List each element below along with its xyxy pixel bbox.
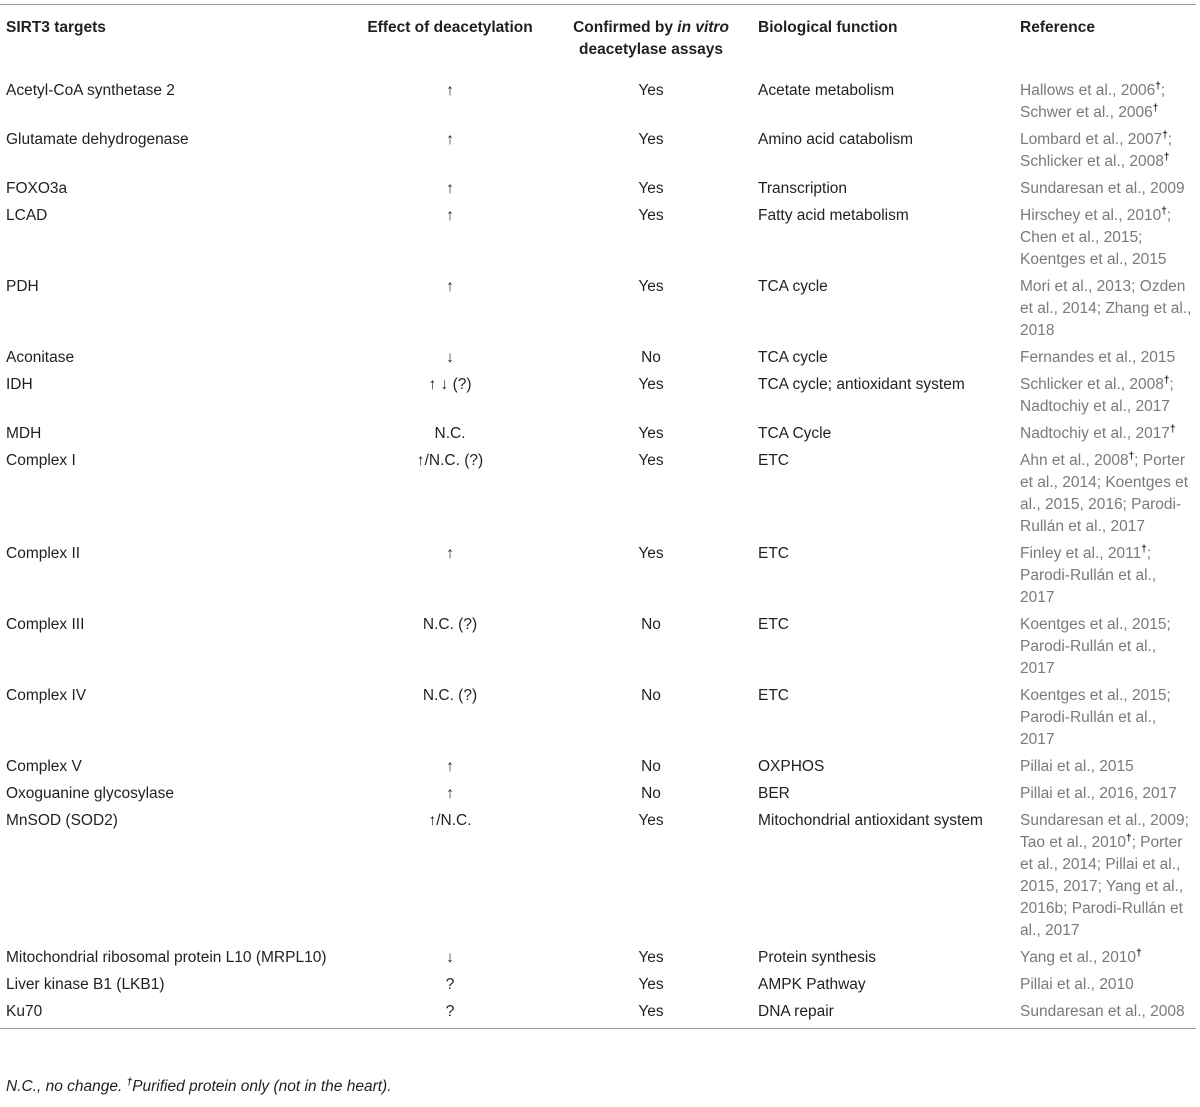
cell-function: ETC: [758, 545, 789, 562]
cell-confirmed: Yes: [638, 425, 664, 442]
cell-target: Complex IV: [6, 687, 87, 704]
cell-target: IDH: [6, 376, 33, 393]
reference-citation[interactable]: Ozden et al., 2014;: [1020, 278, 1186, 317]
cell-target: Acetyl-CoA synthetase 2: [6, 82, 175, 99]
cell-function: ETC: [758, 616, 789, 633]
cell-target: Complex II: [6, 545, 81, 562]
cell-reference: [1014, 810, 1196, 947]
header-confirmed-post: deacetylase assays: [579, 41, 723, 58]
reference-separator: ;: [1167, 131, 1173, 148]
cell-reference: [1014, 347, 1196, 374]
reference-citation[interactable]: Yang et al., 2016b;: [1020, 878, 1184, 917]
cell-target: MDH: [6, 425, 42, 442]
reference-citation[interactable]: Koentges et al., 2015, 2016; Parodi-Rullán et al., 2017: [1020, 474, 1189, 535]
cell-effect: ↑: [446, 180, 454, 197]
cell-reference: [1014, 947, 1196, 974]
cell-function: ETC: [758, 687, 789, 704]
header-confirmed-italic: in vitro: [677, 19, 729, 36]
cell-target: Liver kinase B1 (LKB1): [6, 976, 165, 993]
reference-separator: ;: [1166, 207, 1172, 224]
cell-function: DNA repair: [758, 1003, 834, 1020]
reference-citation[interactable]: Lombard et al., 2007: [1020, 131, 1163, 148]
table-body: [0, 71, 1196, 1028]
cell-function: Amino acid catabolism: [758, 131, 914, 148]
reference-citation[interactable]: Pillai et al., 2015, 2017;: [1020, 856, 1181, 895]
header-confirmed-pre: Confirmed by: [573, 19, 678, 36]
cell-confirmed: No: [641, 616, 661, 633]
cell-reference: [1014, 423, 1196, 450]
reference-citation[interactable]: Nadtochiy et al., 2017: [1020, 425, 1170, 442]
cell-function: Fatty acid metabolism: [758, 207, 909, 224]
cell-effect: N.C. (?): [422, 616, 478, 633]
cell-effect: ↑/N.C.: [428, 812, 472, 829]
cell-function: TCA cycle: [758, 349, 828, 366]
table-header-row: [0, 5, 1196, 71]
header-target: SIRT3 targets: [6, 19, 106, 36]
reference-citation[interactable]: Porter et al., 2014;: [1020, 834, 1183, 873]
cell-function: Acetate metabolism: [758, 82, 895, 99]
header-reference: Reference: [1020, 19, 1095, 36]
cell-effect: ?: [445, 976, 455, 993]
cell-function: OXPHOS: [758, 758, 825, 775]
cell-function: AMPK Pathway: [758, 976, 866, 993]
dagger-mark: †: [1126, 832, 1132, 844]
reference-separator: ;: [1169, 376, 1174, 393]
dagger-mark: †: [1141, 543, 1147, 555]
cell-function: Mitochondrial antioxidant system: [758, 812, 983, 829]
reference-separator: ;: [1146, 545, 1152, 562]
cell-reference: [1014, 614, 1196, 685]
table-row: [0, 71, 1196, 129]
dagger-mark: †: [1162, 129, 1168, 141]
reference-citation[interactable]: Sundaresan et al., 2008: [1020, 1003, 1185, 1020]
cell-effect: ↑: [446, 785, 454, 802]
cell-effect: ↑: [446, 82, 454, 99]
cell-confirmed: Yes: [638, 278, 664, 295]
reference-citation[interactable]: Hallows et al., 2006: [1020, 82, 1156, 99]
table-row: [0, 614, 1196, 685]
cell-target: Glutamate dehydrogenase: [6, 131, 189, 148]
cell-confirmed: No: [641, 785, 661, 802]
cell-confirmed: Yes: [638, 131, 664, 148]
table-row: [0, 1001, 1196, 1028]
cell-effect: ↑ ↓ (?): [428, 376, 472, 393]
cell-confirmed: No: [641, 349, 661, 366]
cell-target: MnSOD (SOD2): [6, 812, 118, 829]
cell-confirmed: Yes: [638, 812, 664, 829]
table-row: [0, 450, 1196, 543]
reference-citation[interactable]: Koentges et al., 2015;: [1020, 616, 1171, 633]
cell-reference: [1014, 974, 1196, 1001]
cell-target: Mitochondrial ribosomal protein L10 (MRPL10): [6, 949, 327, 966]
cell-confirmed: Yes: [638, 207, 664, 224]
sirt3-targets-table-container: [0, 4, 1196, 1029]
cell-function: BER: [758, 785, 790, 802]
cell-effect: ↑: [446, 207, 454, 224]
dagger-mark: †: [1163, 374, 1170, 386]
cell-function: ETC: [758, 452, 789, 469]
table-row: [0, 423, 1196, 450]
reference-citation[interactable]: Schlicker et al., 2008: [1020, 153, 1164, 170]
header-function: Biological function: [758, 19, 898, 36]
table-row: [0, 974, 1196, 1001]
reference-citation[interactable]: Schlicker et al., 2008: [1020, 376, 1164, 393]
cell-reference: [1014, 1001, 1196, 1028]
cell-reference: [1014, 276, 1196, 347]
cell-effect: N.C. (?): [422, 687, 478, 704]
cell-effect: ↑: [446, 545, 454, 562]
dagger-mark: †: [1155, 80, 1161, 92]
cell-target: LCAD: [6, 207, 48, 224]
cell-confirmed: Yes: [638, 949, 664, 966]
cell-effect: ?: [445, 1003, 455, 1020]
table-footnote: [6, 1076, 392, 1098]
cell-function: TCA cycle: [758, 278, 828, 295]
reference-citation[interactable]: Koentges et al., 2015;: [1020, 687, 1171, 704]
cell-target: Complex III: [6, 616, 85, 633]
table-row: [0, 810, 1196, 947]
cell-effect: ↑: [446, 758, 454, 775]
table-row: [0, 756, 1196, 783]
dagger-mark: †: [1136, 947, 1142, 959]
reference-citation[interactable]: Tao et al., 2010: [1020, 834, 1126, 851]
cell-effect: ↓: [446, 949, 454, 966]
cell-confirmed: Yes: [638, 376, 664, 393]
cell-reference: [1014, 205, 1196, 276]
cell-target: Aconitase: [6, 349, 75, 366]
footnote-part2: Purified protein only (not in the heart).: [132, 1078, 392, 1095]
cell-reference: [1014, 71, 1196, 129]
reference-citation[interactable]: Parodi-Rullán et al., 2017: [1020, 638, 1157, 677]
dagger-mark: †: [1128, 450, 1135, 462]
reference-citation[interactable]: Finley et al., 2011: [1020, 545, 1142, 562]
cell-confirmed: No: [641, 758, 661, 775]
cell-reference: [1014, 450, 1196, 543]
header-effect: Effect of deacetylation: [367, 19, 533, 36]
reference-citation[interactable]: Fernandes et al., 2015: [1020, 349, 1176, 366]
table-row: [0, 178, 1196, 205]
reference-separator: ;: [1134, 452, 1139, 469]
cell-target: Complex V: [6, 758, 82, 775]
cell-reference: [1014, 129, 1196, 178]
cell-confirmed: Yes: [638, 976, 664, 993]
cell-target: Ku70: [6, 1003, 43, 1020]
dagger-mark: †: [1161, 205, 1167, 217]
cell-function: Protein synthesis: [758, 949, 877, 966]
reference-citation[interactable]: Pillai et al., 2010: [1020, 976, 1134, 993]
cell-reference: [1014, 374, 1196, 423]
reference-citation[interactable]: Pillai et al., 2015: [1020, 758, 1134, 775]
dagger-mark: †: [1163, 151, 1170, 163]
reference-separator: ;: [1160, 82, 1166, 99]
cell-function: Transcription: [758, 180, 848, 197]
reference-citation[interactable]: Pillai et al., 2016, 2017: [1020, 785, 1177, 802]
cell-reference: [1014, 685, 1196, 756]
cell-effect: ↑: [446, 278, 454, 295]
table-row: [0, 543, 1196, 614]
cell-confirmed: Yes: [638, 545, 664, 562]
cell-confirmed: Yes: [638, 180, 664, 197]
cell-reference: [1014, 543, 1196, 614]
cell-effect: ↓: [446, 349, 454, 366]
reference-citation[interactable]: Sundaresan et al., 2009;: [1020, 812, 1189, 829]
table-row: [0, 276, 1196, 347]
cell-target: Oxoguanine glycosylase: [6, 785, 175, 802]
cell-effect: ↑/N.C. (?): [416, 452, 484, 469]
reference-citation[interactable]: Koentges et al., 2015: [1020, 251, 1167, 268]
header-confirmed: [550, 5, 752, 71]
reference-separator: ;: [1131, 834, 1136, 851]
reference-citation[interactable]: Chen et al., 2015;: [1020, 229, 1143, 246]
cell-confirmed: No: [641, 687, 661, 704]
table-row: [0, 783, 1196, 810]
dagger-mark: †: [1152, 102, 1159, 114]
table-row: [0, 685, 1196, 756]
table-bottom-rule: [0, 1028, 1196, 1029]
cell-effect: ↑: [446, 131, 454, 148]
cell-target: PDH: [6, 278, 39, 295]
cell-reference: [1014, 783, 1196, 810]
dagger-mark: †: [126, 1076, 133, 1088]
reference-citation[interactable]: Mori et al., 2013;: [1020, 278, 1136, 295]
cell-function: TCA cycle; antioxidant system: [758, 376, 965, 393]
reference-citation[interactable]: Parodi-Rullán et al., 2017: [1020, 709, 1157, 748]
table-row: [0, 947, 1196, 974]
reference-citation[interactable]: Porter et al., 2014;: [1020, 452, 1185, 491]
cell-target: FOXO3a: [6, 180, 68, 197]
cell-confirmed: Yes: [638, 82, 664, 99]
reference-citation[interactable]: Hirschey et al., 2010: [1020, 207, 1162, 224]
cell-reference: [1014, 756, 1196, 783]
reference-citation[interactable]: Parodi-Rullán et al., 2017: [1020, 567, 1157, 606]
reference-citation[interactable]: Sundaresan et al., 2009: [1020, 180, 1185, 197]
reference-citation[interactable]: Nadtochiy et al., 2017: [1020, 398, 1170, 415]
cell-confirmed: Yes: [638, 452, 664, 469]
table-row: [0, 129, 1196, 178]
cell-confirmed: Yes: [638, 1003, 664, 1020]
cell-function: TCA Cycle: [758, 425, 832, 442]
reference-citation[interactable]: Ahn et al., 2008: [1020, 452, 1129, 469]
cell-reference: [1014, 178, 1196, 205]
reference-citation[interactable]: Schwer et al., 2006: [1020, 104, 1153, 121]
cell-effect: N.C.: [434, 425, 466, 442]
reference-citation[interactable]: Zhang et al., 2018: [1020, 300, 1192, 339]
table-row: [0, 347, 1196, 374]
table-row: [0, 205, 1196, 276]
reference-citation[interactable]: Parodi-Rullán et al., 2017: [1020, 900, 1183, 939]
dagger-mark: †: [1169, 423, 1176, 435]
reference-citation[interactable]: Yang et al., 2010: [1020, 949, 1137, 966]
table-row: [0, 374, 1196, 423]
sirt3-targets-table: [0, 5, 1196, 1028]
cell-target: Complex I: [6, 452, 76, 469]
footnote-part1: N.C., no change.: [6, 1078, 127, 1095]
